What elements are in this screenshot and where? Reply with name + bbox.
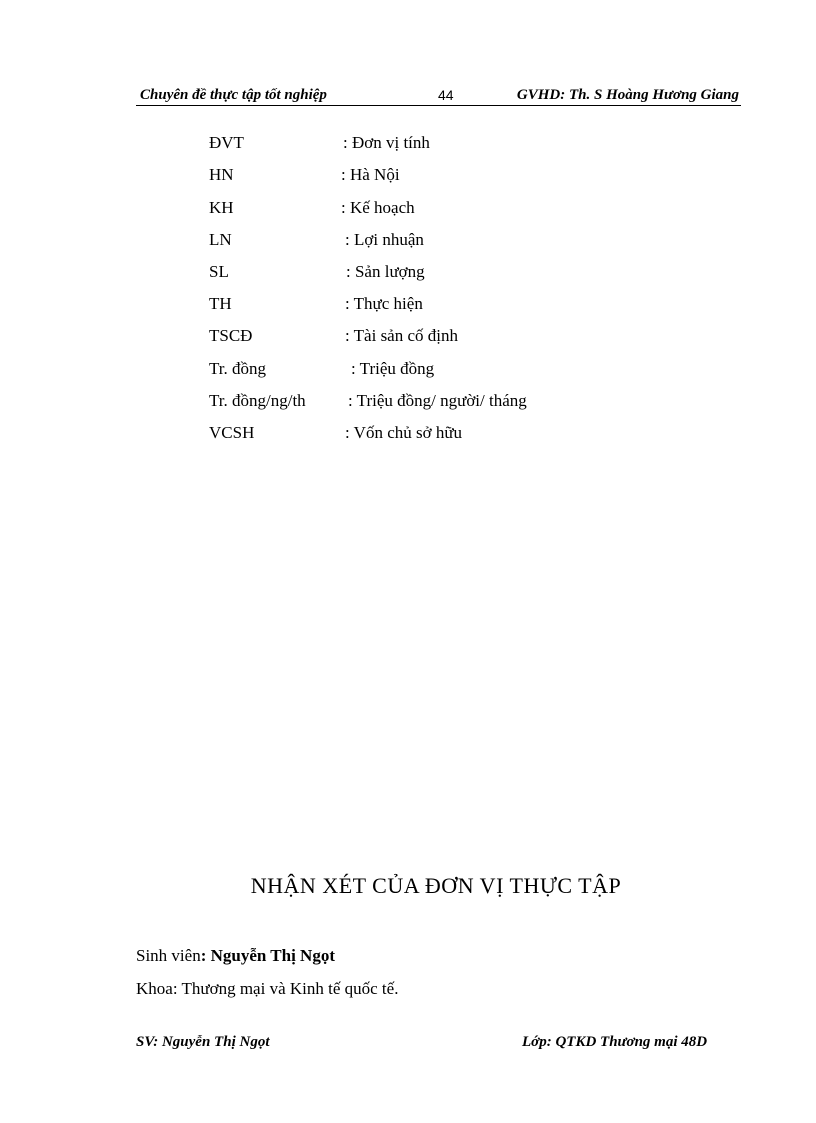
abbreviation-term: Tr. đồng bbox=[209, 359, 267, 378]
student-name: : Nguyễn Thị Ngọt bbox=[200, 946, 335, 965]
faculty-line: Khoa: Thương mại và Kinh tế quốc tế. bbox=[136, 979, 399, 998]
footer-student: SV: Nguyễn Thị Ngọt bbox=[136, 1034, 270, 1050]
abbreviation-term: TSCĐ bbox=[209, 326, 253, 345]
abbreviation-meaning: : Đơn vị tính bbox=[343, 133, 430, 152]
abbreviation-term: KH bbox=[209, 198, 234, 217]
abbreviation-meaning: : Kế hoạch bbox=[341, 198, 415, 217]
abbreviation-term: SL bbox=[209, 262, 229, 281]
abbreviation-meaning: : Tài sản cố định bbox=[345, 326, 458, 345]
abbreviation-term: VCSH bbox=[209, 423, 255, 442]
abbreviation-term: TH bbox=[209, 294, 232, 313]
abbreviation-meaning: : Triệu đồng/ người/ tháng bbox=[348, 391, 527, 410]
student-label: Sinh viên bbox=[136, 946, 201, 965]
abbreviation-meaning: : Hà Nội bbox=[341, 165, 400, 184]
abbreviation-term: LN bbox=[209, 230, 232, 249]
footer-class: Lớp: QTKD Thương mại 48D bbox=[522, 1034, 708, 1050]
page-number: 44 bbox=[438, 87, 454, 103]
abbreviation-meaning: : Sản lượng bbox=[346, 262, 425, 281]
page-header bbox=[136, 85, 741, 106]
abbreviation-term: HN bbox=[209, 165, 234, 184]
abbreviation-meaning: : Vốn chủ sở hữu bbox=[345, 423, 463, 442]
header-thesis-title: Chuyên đề thực tập tốt nghiệp bbox=[140, 87, 327, 103]
abbreviation-meaning: : Triệu đồng bbox=[351, 359, 435, 378]
student-line bbox=[136, 946, 335, 966]
abbreviation-term: ĐVT bbox=[209, 133, 244, 152]
header-advisor: GVHD: Th. S Hoàng Hương Giang bbox=[516, 87, 739, 103]
abbreviation-term: Tr. đồng/ng/th bbox=[209, 391, 306, 410]
section-title: NHẬN XÉT CỦA ĐƠN VỊ THỰC TẬP bbox=[250, 873, 622, 898]
abbreviation-meaning: : Lợi nhuận bbox=[345, 230, 424, 249]
abbreviation-meaning: : Thực hiện bbox=[345, 294, 423, 313]
